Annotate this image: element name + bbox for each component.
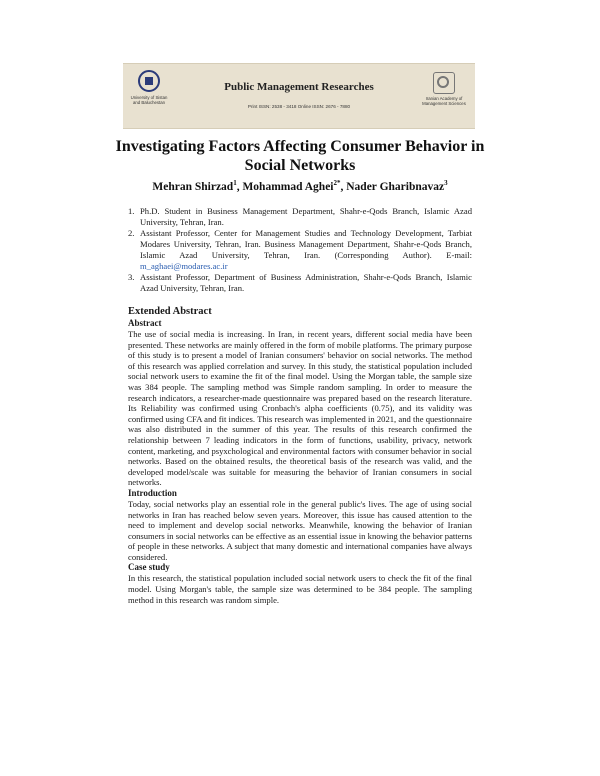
academy-seal-icon — [433, 72, 455, 94]
author-list — [110, 179, 490, 193]
case-study-paragraph: In this research, the statistical population included social network users to check the fit of the final model. Using Morgan's table, the sample size was determined to be 384 people. The sampling method in this research was random simple. — [128, 573, 472, 605]
affiliation-number: 3. — [128, 272, 135, 282]
university-seal-icon — [138, 70, 160, 92]
introduction-paragraph: Today, social networks play an essential role in the general public's lives. The age of using social networks in Iran has reached below seven years. Moreover, this issue has caused attention to the need to implement and develop social networks. Meanwhile, knowing the behavior of Iranian consumers in social networks can be effective as an essential issue in knowing the behavior patterns of people in these networks. A subject that many domestic and international companies have always considered. — [128, 498, 472, 562]
email-label: E-mail: — [446, 250, 473, 260]
affiliation-item — [128, 228, 472, 272]
corresponding-email-link[interactable]: m_aghaei@modares.ac.ir — [140, 261, 228, 271]
abstract-paragraph: The use of social media is increasing. In Iran, in recent years, different social media have been presented. These networks are mainly offered in the form of mobile platforms. The primary purpose of this study is to present a model of Iranian consumers' behavior on social networks. The method of this research was applied correlation and survey. In this study, the statistical population included social network users to examine the fit of the final model. Using the Morgan table, the sample size was 384 people. The sampling method was Simple random sampling. In order to measure the research indicators, a researcher-made questionnaire was prepared based on the research literature. Its Reliability was confirmed using Cronbach's alpha coefficients (0.75), and its validity was confirmed using CFA and fit indices. This research was implemented in 2021, and the questionnaire was also distributed in the summer of this year. The results of this research confirmed the relationship between 7 leading indicators in the form of functions, usability, privacy, network content, marketing, and psyxchological and environmental factors with consumer behavior in social networks. Based on the obtained results, the theoretical basis of the research was valid, and the developed model/scale was suitable for measuring the behavior of Iranian consumers in social networks. — [128, 329, 472, 488]
affiliation-text: Assistant Professor, Department of Business Administration, Shahr-e-Qods Branch, Islamic Azad University, Tehran, Iran. — [140, 272, 472, 293]
author-separator: , — [236, 180, 243, 193]
paper-title: Investigating Factors Affecting Consumer Behavior in Social Networks — [115, 138, 485, 174]
paper-body — [128, 306, 472, 605]
affiliation-item — [128, 206, 472, 228]
author-affiliation-marker: 1 — [233, 179, 237, 187]
author-name: Mohammad Aghei — [242, 180, 334, 193]
affiliation-number: 2. — [128, 228, 135, 238]
introduction-heading: Introduction — [128, 487, 177, 498]
author-name: Nader Gharibnavaz — [346, 180, 445, 193]
academy-logo-caption: Iranian Academy of Management Sciences — [422, 96, 466, 106]
case-study-heading: Case study — [128, 562, 170, 573]
author-affiliation-marker: 3 — [444, 179, 448, 187]
university-logo-caption: University of Sistan and Baluchestan — [130, 95, 168, 105]
journal-banner — [123, 63, 475, 129]
university-logo — [129, 70, 169, 124]
affiliation-list — [128, 206, 472, 294]
author-name: Mehran Shirzad — [152, 180, 234, 193]
abstract-heading: Abstract — [128, 318, 162, 328]
academy-logo — [421, 70, 467, 124]
author-separator: , — [340, 180, 347, 193]
journal-title: Public Management Researches — [224, 81, 374, 93]
extended-abstract-heading: Extended Abstract — [128, 306, 212, 317]
affiliation-text: Ph.D. Student in Business Management Department, Shahr-e-Qods Branch, Islamic Azad University, Tehran, Iran. — [140, 206, 472, 227]
affiliation-number: 1. — [128, 206, 135, 216]
journal-issn: Print ISSN: 2538 - 3418 Online ISSN: 2676 - 7880 — [247, 104, 351, 109]
author-affiliation-marker: 2* — [333, 179, 341, 187]
affiliation-text: Assistant Professor, Center for Management Studies and Technology Development, Tarbiat Modares University, Tehran, Iran. Business Management Department, Shahr-e-Qods Branch, Islamic Azad University, Tehran, Iran. (Corresponding Author). — [140, 228, 472, 260]
affiliation-item — [128, 272, 472, 294]
